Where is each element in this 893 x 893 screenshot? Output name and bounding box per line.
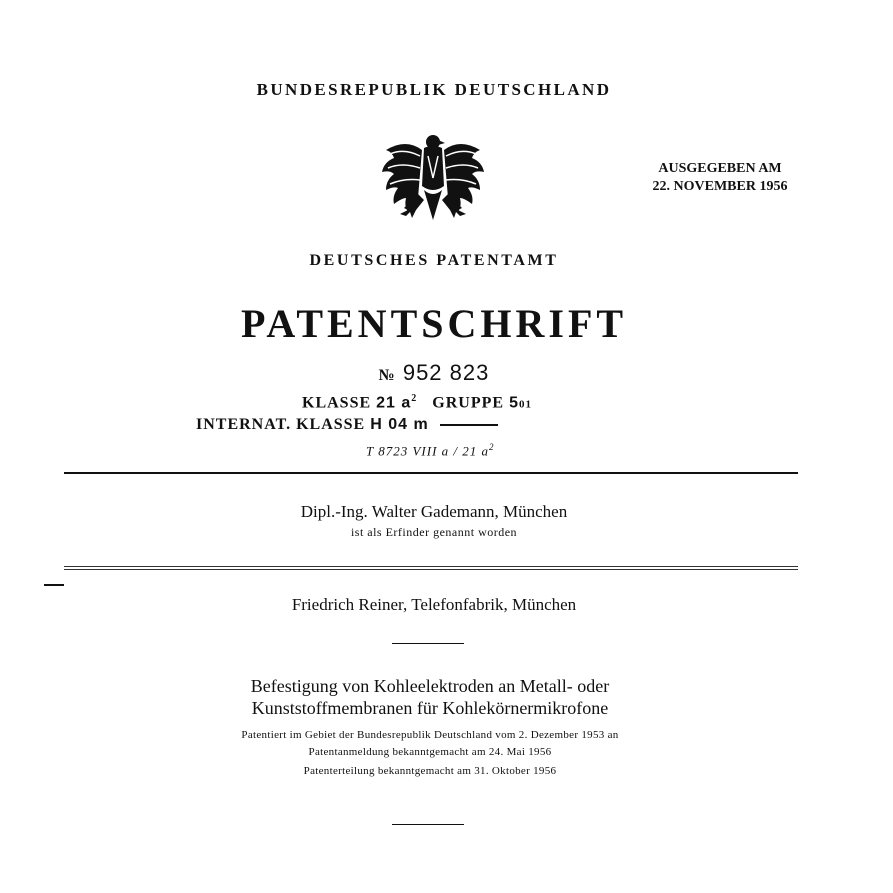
file-reference-sup: 2	[489, 442, 495, 452]
inventor-note: ist als Erfinder genannt worden	[350, 525, 518, 539]
gruppe-label: GRUPPE	[432, 394, 505, 412]
application-date-line: Patentanmeldung bekanntgemacht am 24. Mai 1956	[308, 746, 552, 758]
federal-eagle-icon	[378, 128, 488, 232]
gruppe-sub: 01	[518, 398, 532, 411]
margin-mark	[44, 584, 64, 586]
divider	[64, 569, 798, 570]
issue-date-label: AUSGEGEBEN AM	[658, 161, 782, 176]
international-class-line	[196, 416, 498, 434]
short-divider	[392, 643, 464, 644]
number-prefix: №	[378, 367, 396, 384]
patent-number	[0, 360, 868, 386]
klasse-label: KLASSE	[302, 394, 372, 412]
int-klasse-value: H 04 m	[370, 416, 429, 433]
short-divider	[392, 824, 464, 825]
class-line	[302, 393, 532, 412]
int-klasse-label: INTERNAT. KLASSE	[196, 416, 366, 433]
patent-office-heading: DEUTSCHES PATENTAMT	[309, 252, 559, 269]
gruppe-value: 5	[509, 394, 519, 412]
patent-date-line: Patentiert im Gebiet der Bundesrepublik Deutschland vom 2. Dezember 1953 an	[241, 729, 619, 741]
patent-number-value: 952 823	[402, 360, 490, 385]
file-reference-value: T 8723 VIII a / 21 a	[366, 443, 490, 459]
klasse-value: 21 a	[376, 394, 412, 412]
issue-date-value: 22. NOVEMBER 1956	[652, 179, 788, 194]
divider	[64, 472, 798, 474]
divider	[64, 566, 798, 567]
invention-title-line-2: Kunststoffmembranen für Kohlekörnermikrofone	[251, 698, 609, 718]
class-dash	[440, 424, 498, 426]
applicant: Friedrich Reiner, Telefonfabrik, München	[291, 595, 577, 614]
klasse-sup: 2	[411, 393, 418, 404]
document-type-title: PATENTSCHRIFT	[240, 301, 628, 346]
issue-date	[640, 160, 800, 196]
country-heading: BUNDESREPUBLIK DEUTSCHLAND	[256, 80, 612, 99]
invention-title-line-1: Befestigung von Kohleelektroden an Metall- oder	[250, 676, 610, 696]
file-reference	[366, 442, 495, 459]
grant-date-line: Patenterteilung bekanntgemacht am 31. Oktober 1956	[303, 765, 557, 777]
inventor-name: Dipl.-Ing. Walter Gademann, München	[300, 502, 568, 521]
